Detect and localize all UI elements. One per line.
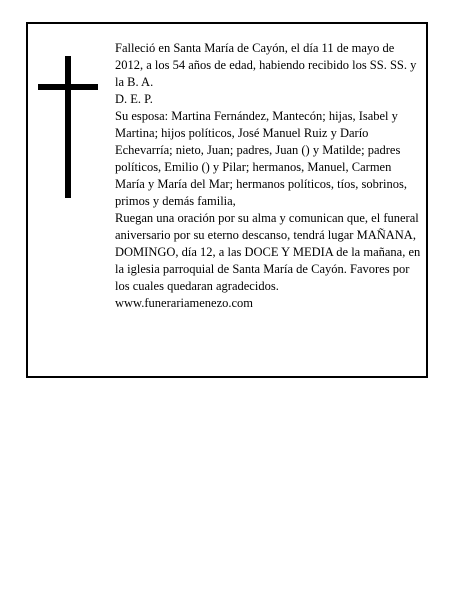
- family-members: Su esposa: Martina Fernández, Mantecón; hijas, Isabel y Martina; hijos políticos, José Manuel Ruiz y Darío Echevarría; nieto, Juan; padres, Juan () y Matilde; padres políticos, Emilio () y Pilar; hermanos, Manuel, Carmen María y María del Mar; hermanos políticos, tíos, sobrinos, primos y demás familia,: [115, 109, 407, 208]
- funeral-details: Ruegan una oración por su alma y comunican que, el funeral aniversario por su eterno descanso, tendrá lugar MAÑANA, DOMINGO, día 12, a las DOCE Y MEDIA de la mañana, en la iglesia parroquial de Santa María de Cayón. Favores por los cuales quedaran agradecidos.: [115, 211, 421, 293]
- rest-in-peace: D. E. P.: [115, 92, 153, 106]
- notice-text: [115, 40, 423, 312]
- cross-icon: [38, 56, 98, 198]
- funeral-home-url: www.funerariamenezo.com: [115, 296, 254, 310]
- cross-horizontal-bar: [38, 84, 98, 90]
- obituary-notice: [26, 22, 428, 378]
- cross-vertical-bar: [65, 56, 71, 198]
- death-announcement: Falleció en Santa María de Cayón, el día 11 de mayo de 2012, a los 54 años de edad, habiendo recibido los SS. SS. y la B. A.: [115, 41, 417, 89]
